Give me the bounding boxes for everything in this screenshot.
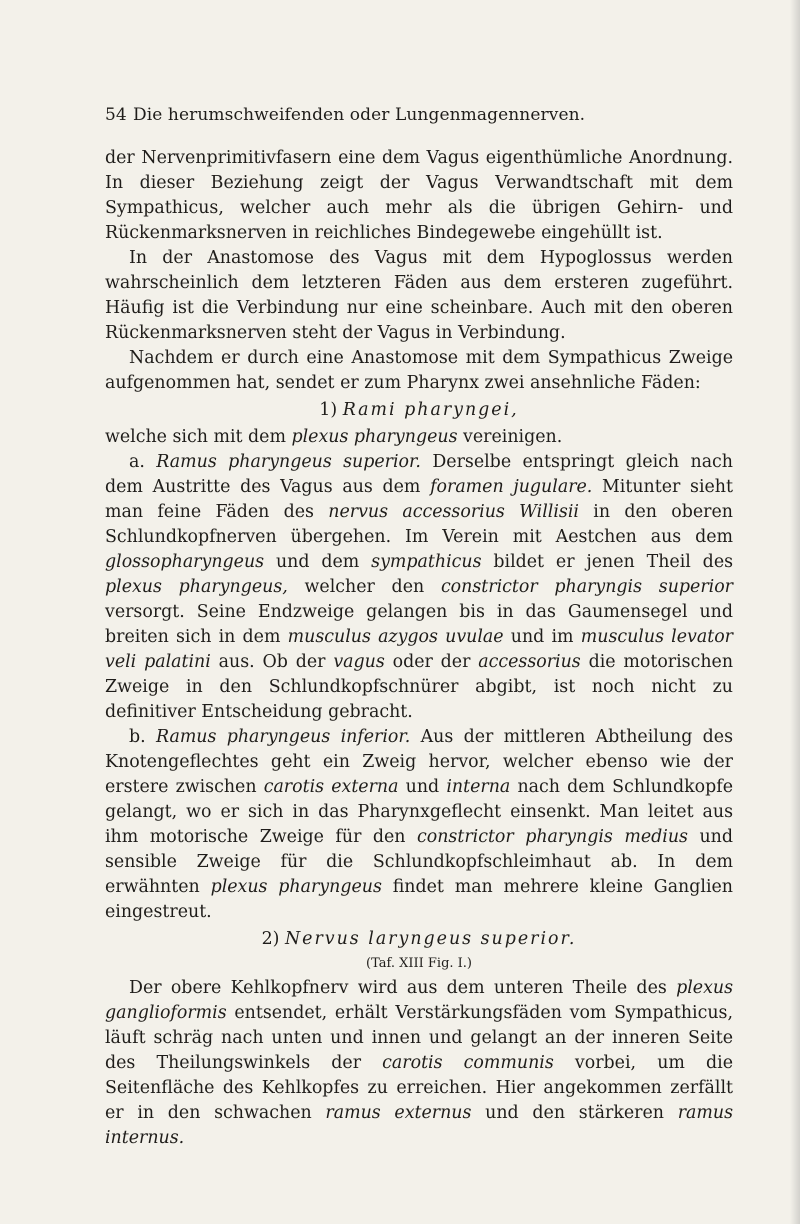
latin-term: plexus pharyngeus	[210, 877, 382, 897]
text-run: findet man mehrere kleine Ganglien eingestreut.	[105, 877, 734, 922]
subsection-title: Ramus pharyngeus superior.	[156, 452, 421, 472]
text-run: entsendet, erhält Verstärkungsfäden vom Sympathicus, läuft schräg nach unten und innen und gelangt an der inneren Seite des Theilungswinkels der	[105, 1003, 733, 1073]
section-number: 2)	[261, 929, 280, 949]
latin-term: plexus pharyngeus,	[105, 577, 288, 597]
paragraph: der Nervenprimitivfasern eine dem Vagus eigenthümliche Anordnung. In dieser Beziehung zeigt der Vagus Verwandtschaft mit dem Sympathicus, welcher auch mehr als die übrigen Gehirn- und Rückenmarksnerven in reichliches Bindegewebe eingehüllt ist.	[105, 148, 733, 243]
latin-term: plexus ganglioformis	[105, 978, 734, 1023]
page-number: 54	[105, 105, 127, 125]
latin-term: accessorius	[478, 652, 581, 672]
text-run: Aus der mittleren Abtheilung des Knotengeflechtes geht ein Zweig hervor, welcher ebenso wie der erstere zwischen	[105, 727, 734, 797]
latin-term: sympathicus	[371, 552, 482, 572]
text-run: und im	[510, 627, 574, 647]
text-run: Mitunter sieht man feine Fäden des	[105, 477, 733, 522]
running-title: Die herumschweifenden oder Lungenmagennerven.	[133, 105, 586, 125]
latin-term: glossopharyngeus	[105, 552, 265, 572]
latin-term: constrictor pharyngis medius	[417, 827, 688, 847]
figure-reference: (Taf. XIII Fig. I.)	[366, 956, 472, 971]
text-run: Der obere Kehlkopfnerv wird aus dem unteren Theile des	[129, 978, 667, 998]
latin-term: musculus azygos uvulae	[287, 627, 504, 647]
latin-term: carotis externa	[263, 777, 399, 797]
text-run: die motorischen Zweige in den Schlundkopfschnürer abgibt, ist noch nicht zu definitiver Entscheidung gebracht.	[105, 652, 734, 722]
text-run: Derselbe entspringt gleich nach dem Austritte des Vagus aus dem	[105, 452, 733, 497]
subsection-label: a.	[129, 452, 145, 472]
latin-term: ramus internus.	[105, 1103, 733, 1148]
latin-term: carotis communis	[382, 1053, 554, 1073]
latin-term: plexus pharyngeus	[291, 427, 458, 447]
latin-term: constrictor pharyngis superior	[440, 577, 733, 597]
latin-term: vagus	[333, 652, 385, 672]
text-run: vorbei, um die Seitenfläche des Kehlkopfes zu erreichen. Hier angekommen zerfällt er in den schwachen	[105, 1053, 734, 1123]
subsection-b	[105, 725, 733, 925]
section-number: 1)	[319, 400, 338, 420]
text-run: bildet er jenen Theil des	[493, 552, 734, 572]
section-heading-1	[105, 398, 733, 423]
subsection-a	[105, 450, 733, 725]
text-run: in den oberen Schlundkopfnerven übergehen. Im Verein mit Aestchen aus dem	[105, 502, 733, 547]
text-run: vereinigen.	[463, 427, 563, 447]
subsection-label: b.	[129, 727, 146, 747]
section-title: Rami pharyngei,	[342, 400, 519, 420]
paragraph	[105, 976, 733, 1151]
text-run: und	[405, 777, 440, 797]
text-run: und sensible Zweige für die Schlundkopfschleimhaut ab. In dem erwähnten	[105, 827, 734, 897]
latin-term: ramus externus	[325, 1103, 472, 1123]
latin-term: musculus levator veli palatini	[105, 627, 733, 672]
subsection-title: Ramus pharyngeus inferior.	[155, 727, 411, 747]
latin-term: interna	[446, 777, 511, 797]
paragraph	[105, 425, 733, 450]
text-run: oder der	[392, 652, 471, 672]
latin-term: nervus accessorius Willisii	[328, 502, 579, 522]
text-run: und den stärkeren	[485, 1103, 664, 1123]
text-run: welcher den	[304, 577, 425, 597]
text-run: welche sich mit dem	[105, 427, 286, 447]
latin-term: foramen jugulare.	[430, 477, 593, 497]
text-run: aus. Ob der	[218, 652, 326, 672]
text-run: und dem	[275, 552, 360, 572]
page-edge-shadow	[790, 0, 800, 1224]
text-run: nach dem Schlundkopfe gelangt, wo er sich in das Pharynxgeflecht einsenkt. Man leitet aus ihm motorische Zweige für den	[105, 777, 734, 847]
text-run: versorgt. Seine Endzweige gelangen bis in das Gaumensegel und breiten sich in dem	[105, 602, 733, 647]
section-heading-2	[105, 927, 733, 952]
section-title: Nervus laryngeus superior.	[284, 929, 577, 949]
body-text	[105, 146, 733, 1151]
paragraph: Nachdem er durch eine Anastomose mit dem Sympathicus Zweige aufgenommen hat, sendet er zum Pharynx zwei ansehnliche Fäden:	[105, 348, 733, 393]
paragraph: In der Anastomose des Vagus mit dem Hypoglossus werden wahrscheinlich dem letzteren Fäden aus dem ersteren zugeführt. Häufig ist die Verbindung nur eine scheinbare. Auch mit den oberen Rückenmarksnerven steht der Vagus in Verbindung.	[105, 248, 733, 343]
